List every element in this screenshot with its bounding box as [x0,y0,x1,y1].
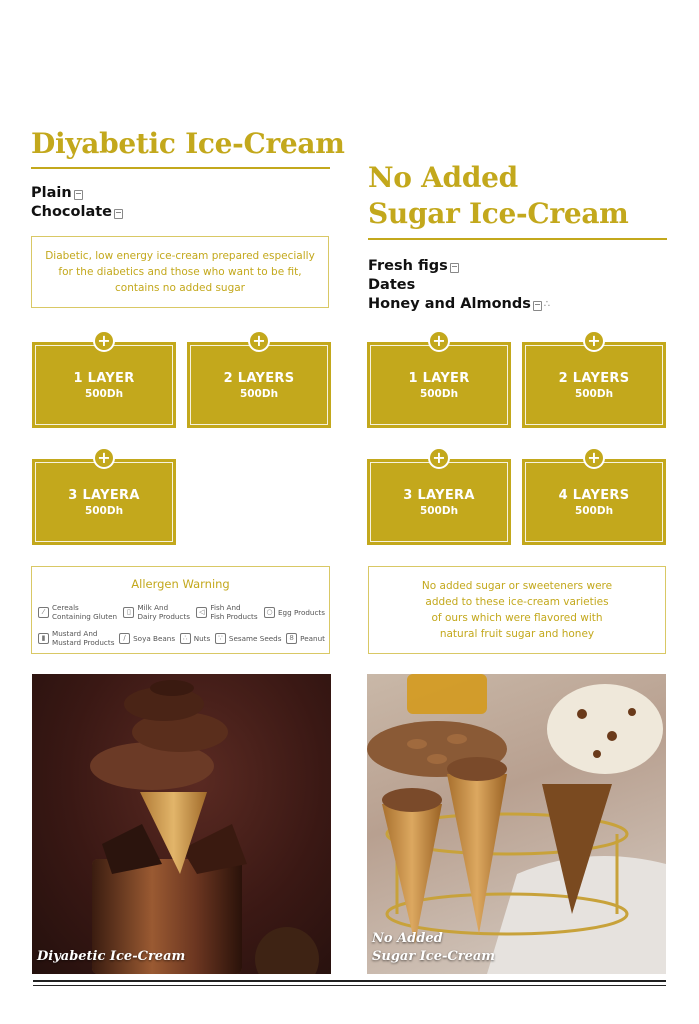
layer-price: 500Dh [574,388,614,400]
wheat-icon: ⁄ [38,607,49,618]
flavor-label: Honey and Almonds [368,296,531,312]
flavor-label: Chocolate [31,204,113,220]
sesame-icon: ∵ [215,633,226,644]
allergen-soya: ∕ Soya Beans [119,633,175,644]
right-description: No added sugar or sweeteners were added to these ice-cream varieties of ours which were flavored with natural fruit sugar and honey [421,580,613,640]
flavor-plain [31,184,123,203]
right-layer-1-button[interactable] [367,331,511,428]
add-icon[interactable]: + [428,447,450,469]
right-title-line1: No Added [368,161,518,194]
layer-price: 500Dh [84,388,124,400]
dairy-icon [114,209,123,219]
layer-label: 1 LAYER [408,371,470,386]
layer-price: 500Dh [84,505,124,517]
right-description-box [368,566,666,654]
allergen-nuts: ∴ Nuts [180,633,211,644]
almond-cone-illustration [367,674,666,974]
dairy-icon [450,263,459,273]
left-section-title: Diyabetic Ice-Cream [31,127,345,160]
add-icon[interactable]: + [583,447,605,469]
add-icon[interactable]: + [93,447,115,469]
milk-icon: ▯ [123,607,134,618]
left-flavor-list [31,184,123,222]
dairy-icon [74,190,83,200]
right-title-divider [368,238,667,240]
layer-label: 4 LAYERS [558,488,630,503]
add-icon[interactable]: + [428,330,450,352]
dairy-icon [533,301,542,311]
left-description-box [31,236,329,308]
egg-icon: ○ [264,607,275,618]
flavor-label: Dates [368,277,416,293]
layer-label: 1 LAYER [73,371,135,386]
layer-price: 500Dh [239,388,279,400]
fish-icon: ◁ [196,607,207,618]
allergen-mustard: ▮ Mustard And Mustard Products [38,629,114,647]
right-section-title [368,160,629,232]
mustard-icon: ▮ [38,633,49,644]
allergen-fish: ◁ Fish And Fish Products [196,603,257,621]
allergen-warning-box [31,566,330,654]
flavor-label: Plain [31,185,72,201]
layer-label: 3 LAYERA [68,488,140,503]
layer-label: 2 LAYERS [223,371,295,386]
flavor-fresh-figs [368,257,550,276]
footer-divider-bottom [33,985,666,986]
nuts-icon: ∴ [543,299,551,310]
allergen-egg: ○ Egg Products [264,607,325,618]
allergen-sesame: ∵ Sesame Seeds [215,633,282,644]
chocolate-cone-illustration [32,674,331,974]
add-icon[interactable]: + [93,330,115,352]
right-flavor-list [368,257,550,314]
footer-divider-top [33,980,666,982]
allergen-milk: ▯ Milk And Dairy Products [123,603,189,621]
add-icon[interactable]: + [248,330,270,352]
left-photo-caption: Diyabetic Ice-Cream [37,949,186,964]
right-layer-3-button[interactable] [367,448,511,545]
add-icon[interactable]: + [583,330,605,352]
allergen-cereals: ⁄ Cereals Containing Gluten [38,603,117,621]
soya-icon: ∕ [119,633,130,644]
right-title-line2: Sugar Ice-Cream [368,197,629,230]
peanut-icon: 8 [286,633,297,644]
layer-label: 2 LAYERS [558,371,630,386]
layer-label: 3 LAYERA [403,488,475,503]
flavor-label: Fresh figs [368,258,448,274]
left-layer-1-button[interactable] [32,331,176,428]
layer-price: 500Dh [574,505,614,517]
right-photo-caption [372,930,495,966]
allergen-grid [38,599,325,651]
right-layer-4-button[interactable] [522,448,666,545]
left-layer-2-button[interactable] [187,331,331,428]
layer-price: 500Dh [419,388,459,400]
right-photo-caption-line2: Sugar Ice-Cream [372,949,496,964]
left-layer-3-button[interactable] [32,448,176,545]
flavor-honey-almonds [368,295,550,314]
left-title-divider [31,167,330,169]
left-description: Diabetic, low energy ice-cream prepared especially for the diabetics and those who want to be fit, contains no added sugar [45,250,315,294]
allergen-peanut: 8 Peanut [286,633,325,644]
allergen-title: Allergen Warning [131,577,230,591]
nuts-icon: ∴ [180,633,191,644]
flavor-chocolate [31,203,123,222]
right-product-photo [367,674,666,974]
left-product-photo [32,674,331,974]
right-layer-2-button[interactable] [522,331,666,428]
layer-price: 500Dh [419,505,459,517]
flavor-dates [368,276,550,295]
right-photo-caption-line1: No Added [372,931,443,946]
